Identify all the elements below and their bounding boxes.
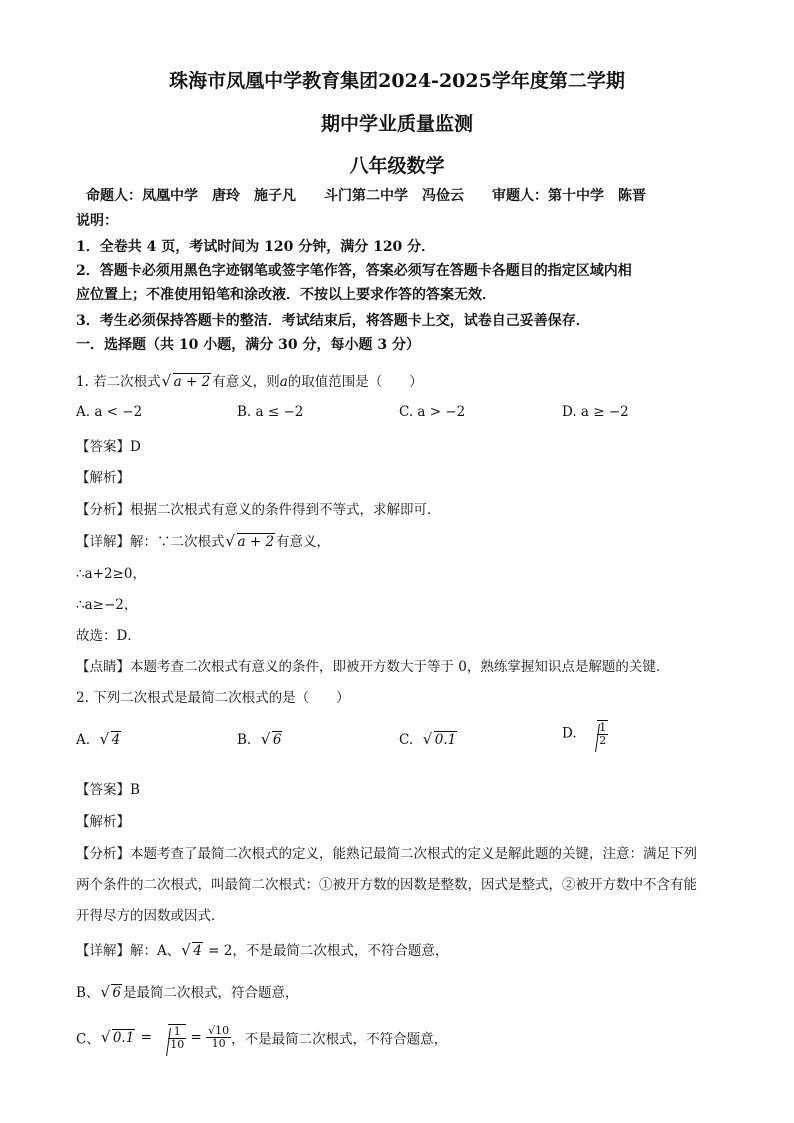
q2-option-a-radical [100,732,122,748]
q1-option-a: A. a < −2 [76,404,143,420]
q2-option-d-radical [585,720,608,747]
q1-radicand: a + 2 [173,374,211,390]
q2-option-b-label: B. [237,732,252,748]
q2-xj-c-frac2-num: √10 [208,1024,230,1037]
instruction-1: 1．全卷共 4 页，考试时间为 120 分钟，满分 120 分． [76,239,436,255]
q1-stem-mid: 有意义，则 [212,374,280,390]
q1-xiangjie-pre: 【详解】解：∵二次根式 [76,534,225,550]
q2-option-a-radicand: 4 [111,732,121,748]
q2-xj-c-pre: C、 [76,1031,100,1048]
q2-xj-c-frac1-num: 1 [168,1026,186,1039]
instructions-heading: 说明： [76,213,118,229]
q2-stem: 2. 下列二次根式是最简二次根式的是（ ） [76,690,350,706]
q1-option-d: D. a ≥ −2 [562,404,629,420]
exam-title-school: 珠海市凤凰中学教育集团2024-2025学年度第二学期 [169,70,625,92]
section-heading: 一．选择题（共 10 小题，满分 30 分，每小题 3 分） [76,337,420,353]
q2-xj-c-bigradical [156,1024,186,1051]
q2-fenxi-3: 开得尽方的因数或因式． [76,908,225,924]
q2-option-c-radical [423,732,457,748]
q1-step-1: ∴a+2≥0， [76,566,146,582]
q2-xiangjie-c [76,1024,447,1051]
q2-option-b-radicand: 6 [272,732,282,748]
q1-analysis-tag: 【解析】 [76,470,130,486]
q2-option-d [562,720,608,747]
q1-dianjing: 【点睛】本题考查二次根式有意义的条件，即被开方数大于等于 0，熟练掌握知识点是解题的关键． [76,659,670,675]
q2-option-b [237,732,283,748]
q2-xiangjie-a [76,939,448,959]
q2-xj-a-radical [181,943,203,959]
q1-xiangjie-radical [226,534,276,550]
q2-option-d-denominator: 2 [599,734,607,747]
q1-option-c: C. a > −2 [399,404,466,420]
q1-xiangjie [76,530,330,550]
q1-var: a [279,374,288,390]
q2-xj-b-radical [100,985,122,1001]
q2-fenxi-2: 两个条件的二次根式，叫最简二次根式：①被开方数的因数是整数，因式是整式，②被开方数中不含有能 [76,877,697,893]
q2-xj-c-frac1-den: 10 [170,1038,185,1051]
q2-xj-a-post: ，不是最简二次根式，不符合题意， [232,943,449,959]
q1-step-3: 故选：D． [76,628,141,644]
q1-xiangjie-radicand: a + 2 [237,534,275,550]
q1-answer: 【答案】D [76,439,141,455]
q2-xj-a-radicand: 4 [193,943,202,959]
q2-xj-a-eq: = 2 [208,943,233,959]
q2-option-c-label: C. [399,732,414,748]
q2-option-d-fraction [597,720,608,747]
q2-xiangjie-b [76,981,299,1001]
q2-analysis-tag: 【解析】 [76,814,130,830]
q1-stem [76,370,423,390]
q2-answer: 【答案】B [76,782,140,798]
q2-option-c-radicand: 0.1 [434,732,457,748]
q2-xj-b-post: 是最简二次根式，符合题意， [123,985,299,1001]
q2-xj-c-frac2 [206,1025,231,1050]
q2-xj-c-eq1: = [140,1029,152,1046]
q1-option-b: B. a ≤ −2 [237,404,304,420]
q2-option-a-label: A. [76,732,91,748]
q2-xj-c-post: ，不是最简二次根式，不符合题意， [231,1031,448,1048]
instruction-3: 3．考生必须保持答题卡的整洁．考试结束后，将答题卡上交，试卷自己妥善保存． [76,313,590,329]
instruction-2a: 2．答题卡必须用黑色字迹钢笔或签字笔作答，答案必须写在答题卡各题目的指定区域内相 [76,263,632,279]
q2-option-d-numerator: 1 [599,721,607,734]
q2-xj-c-frac2-den: 10 [211,1037,226,1050]
q2-xj-c-radicand: 0.1 [112,1029,135,1046]
q2-xj-c-frac1 [168,1024,186,1051]
q1-radical [162,374,212,390]
q2-xj-b-pre: B、 [76,985,100,1001]
q2-option-a [76,732,122,748]
q2-option-b-radical [261,732,283,748]
exam-title-subject: 八年级数学 [349,155,445,177]
q1-step-2: ∴a≥−2， [76,597,138,613]
authors-line: 命题人：凤凰中学 唐玲 施子凡 斗门第二中学 冯俭云 审题人：第十中学 陈晋 [86,188,646,204]
q2-xj-c-eq2: = [190,1029,202,1046]
q2-xj-a-pre: 【详解】解：A、 [76,943,181,959]
exam-title-test: 期中学业质量监测 [320,113,473,135]
q2-option-c [399,732,458,748]
q1-stem-pre: 1. 若二次根式 [76,374,161,390]
q2-option-d-label: D. [562,725,577,742]
q1-xiangjie-post: 有意义， [276,534,331,550]
instruction-2b: 应位置上；不准使用铅笔和涂改液．不按以上要求作答的答案无效． [76,287,496,303]
q2-xj-b-radicand: 6 [112,985,122,1001]
q2-fenxi-1: 【分析】本题考查了最简二次根式的定义，能熟记最简二次根式的定义是解此题的关键，注意：满足下列 [76,846,697,862]
q1-fenxi: 【分析】根据二次根式有意义的条件得到不等式，求解即可． [76,502,441,518]
q1-stem-post: 的取值范围是（ ） [287,374,423,390]
q2-xj-c-radical [101,1030,135,1046]
